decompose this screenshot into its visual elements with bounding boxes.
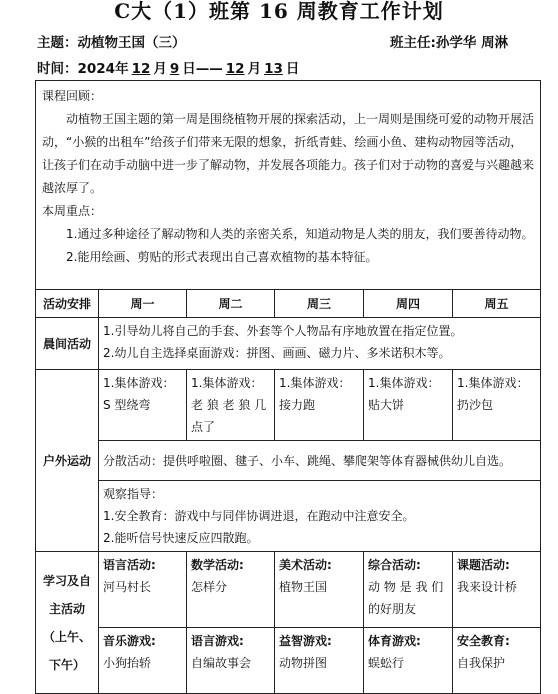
outdoor-game-cell	[99, 370, 187, 441]
outdoor-observe-row	[36, 481, 541, 552]
outdoor-scatter-row	[36, 441, 541, 481]
day-dash-text: 日——	[182, 61, 223, 77]
game-name: 接力跑	[279, 398, 316, 412]
activity-type: 益智游戏:	[279, 634, 332, 648]
morning-item: 2.幼儿自主选择桌面游戏：拼图、画画、磁力片、多米诺积木等。	[103, 346, 451, 360]
end-day: 13	[264, 61, 283, 77]
morning-row	[36, 318, 541, 370]
header-day: 周五	[453, 290, 541, 318]
teacher: 班主任:孙学华 周淋	[390, 35, 509, 51]
learning-cell	[275, 552, 364, 628]
activity-type: 综合活动:	[368, 558, 421, 572]
game-title: 1.集体游戏：	[103, 376, 175, 390]
observe-item: 2.能听信号快速反应四散跑。	[103, 531, 259, 545]
learning-label-line: （上午、	[42, 629, 91, 644]
learning-label-line: 主活动	[48, 601, 85, 616]
game-name: 贴大饼	[368, 398, 405, 412]
activity-name: 动物拼图	[279, 656, 328, 670]
observe-heading: 观察指导：	[103, 487, 164, 501]
learning-cell	[453, 552, 541, 628]
activity-type: 课题活动:	[457, 558, 510, 572]
activity-name: 怎样分	[191, 580, 228, 594]
header-day: 周一	[99, 290, 187, 318]
learning-cell	[99, 628, 187, 694]
outdoor-observe	[99, 481, 541, 552]
start-day: 9	[169, 61, 180, 77]
learning-row-1	[36, 552, 541, 628]
header-day: 周三	[275, 290, 364, 318]
learning-cell	[364, 552, 453, 628]
review-cell	[36, 81, 541, 290]
morning-label: 晨间活动	[36, 318, 99, 370]
header-day: 周四	[364, 290, 453, 318]
day-text: 日	[285, 61, 300, 77]
outdoor-games-row	[36, 370, 541, 441]
plan-table	[35, 80, 541, 694]
outdoor-label: 户外运动	[36, 370, 99, 552]
page-title: C大（1）班第 16 周教育工作计划	[114, 0, 444, 23]
activity-type: 安全教育:	[457, 634, 510, 648]
review-heading: 课程回顾：	[42, 89, 103, 103]
header-arrangement: 活动安排	[36, 290, 99, 318]
date-line	[37, 57, 299, 77]
game-name: 老 狼 老 狼 几点了	[191, 398, 267, 434]
theme-line	[37, 31, 537, 51]
game-title: 1.集体游戏：	[191, 376, 263, 390]
learning-cell	[99, 552, 187, 628]
start-month: 12	[131, 61, 151, 77]
learning-cell	[187, 628, 275, 694]
morning-content	[99, 318, 541, 370]
activity-name: 河马村长	[103, 580, 152, 594]
outdoor-scatter: 分散活动：提供呼啦圈、毽子、小车、跳绳、攀爬架等体育器械供幼儿自选。	[99, 441, 541, 481]
month-text: 月	[153, 61, 167, 77]
learning-label-line: 学习及自	[42, 573, 91, 588]
activity-name: 蜈蚣行	[368, 656, 405, 670]
outdoor-game-cell	[187, 370, 275, 441]
theme: 主题：动植物王国（三）	[37, 35, 186, 51]
outdoor-game-cell	[453, 370, 541, 441]
outdoor-game-cell	[275, 370, 364, 441]
game-title: 1.集体游戏：	[279, 376, 351, 390]
review-row	[36, 81, 541, 290]
learning-label-line: 下午）	[48, 657, 85, 672]
time-label: 时间：2024年	[37, 61, 129, 77]
activity-name: 小狗抬轿	[103, 656, 152, 670]
header-row	[36, 290, 541, 318]
activity-type: 数学活动:	[191, 558, 244, 572]
month-text-2: 月	[247, 61, 262, 77]
activity-type: 体育游戏:	[368, 634, 421, 648]
activity-name: 植物王国	[279, 580, 328, 594]
activity-type: 语言活动:	[103, 558, 156, 572]
learning-label	[36, 552, 99, 694]
focus-item-1: 1.通过多种途径了解动物和人类的亲密关系，知道动物是人类的朋友，我们要善待动物。	[66, 227, 534, 241]
activity-name: 自我保护	[457, 656, 506, 670]
game-name: 扔沙包	[457, 398, 494, 412]
game-title: 1.集体游戏：	[457, 376, 529, 390]
activity-name: 自编故事会	[191, 656, 252, 670]
header-day: 周二	[187, 290, 275, 318]
focus-item-2: 2.能用绘画、剪贴的形式表现出自己喜欢植物的基本特征。	[66, 250, 378, 264]
activity-name: 动 物 是 我 们 的好朋友	[368, 580, 444, 616]
activity-type: 美术活动:	[279, 558, 332, 572]
learning-cell	[453, 628, 541, 694]
end-month: 12	[225, 61, 245, 77]
focus-heading: 本周重点：	[42, 204, 103, 218]
game-name: S 型绕弯	[103, 398, 151, 412]
review-body: 动植物王国主题的第一周是围绕植物开展的探索活动，上一周则是围绕可爱的动物开展活动，“小猴的出租车”给孩子们带来无限的想象，折纸青蛙、绘画小鱼、建构动物园等活动，让孩子们在动手动脑中进一步了解动物，并发展各项能力。孩子们对于动物的喜爱与兴趣越来越浓厚了。	[42, 112, 535, 195]
learning-row-2	[36, 628, 541, 694]
learning-cell	[187, 552, 275, 628]
game-title: 1.集体游戏：	[368, 376, 440, 390]
activity-type: 音乐游戏:	[103, 634, 156, 648]
learning-cell	[364, 628, 453, 694]
outdoor-game-cell	[364, 370, 453, 441]
morning-item: 1.引导幼儿将自己的手套、外套等个人物品有序地放置在指定位置。	[103, 324, 463, 338]
activity-name: 我来设计桥	[457, 580, 518, 594]
learning-cell	[275, 628, 364, 694]
activity-type: 语言游戏:	[191, 634, 244, 648]
observe-item: 1.安全教育：游戏中与同伴协调进退，在跑动中注意安全。	[103, 509, 415, 523]
